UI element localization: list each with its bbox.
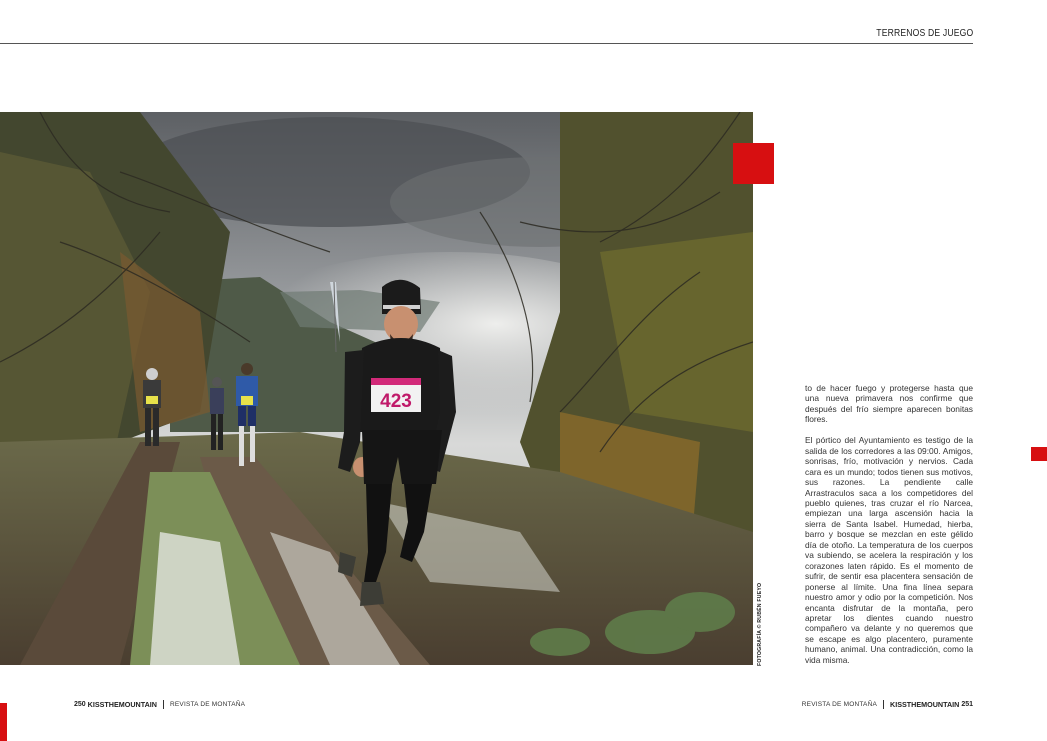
trail-running-photo — [0, 112, 753, 665]
magazine-name-right: REVISTA DE MONTAÑA — [801, 701, 878, 708]
article-paragraph: El pórtico del Ayuntamiento es testigo de la salida de los corredores a las 09:00. Amigos, sonrisas, frío, motivación y nervios. Cada cara es un mundo; todos tienen sus motivos, sus razones. La pendiente calle Arrastraculos saca a los competidores del pueblo quienes, tras cruzar el río Narcea, empiezan una larga ascensión hacia la sierra de Santa Isabel. Humedad, hierba, barro y bosque se mezclan en este gélido día de otoño. La temperatura de los cuerpos va subiendo, se acelera la respiración y los corazones laten rápido. Es el momento de sufrir, de sentir esa placentera sensación de ponerse al límite. Una fina línea separa nuestro amor y odio por la competición. Nos encanta disfrutar de la montaña, pero apretar los dientes cuando nuestro compañero va delante y no queremos que se escape es algo placentero, puramente humano, animal. Una contradicción, como la vida misma. — [805, 435, 973, 665]
brand-right: KISSTHEMOUNTAIN — [890, 700, 960, 709]
photo-credit: FOTOGRAFÍA © RUBÉN FUEYO — [757, 582, 763, 666]
page-number-right: 251 — [961, 701, 973, 708]
accent-square — [733, 143, 774, 184]
page-edge-tab — [1031, 447, 1047, 461]
brand-left: KISSTHEMOUNTAIN — [87, 700, 157, 709]
magazine-name-left: REVISTA DE MONTAÑA — [169, 701, 246, 708]
folio-right — [802, 700, 973, 709]
top-rule — [0, 43, 973, 44]
article-body — [805, 383, 973, 676]
section-title: TERRENOS DE JUEGO — [875, 27, 973, 39]
folio-left — [74, 700, 245, 709]
folio-separator — [883, 700, 884, 709]
article-paragraph: to de hacer fuego y protegerse hasta que una nueva primavera nos confirme que después del frío siempre aparecen bonitas flores. — [805, 383, 973, 425]
folio-separator — [163, 700, 164, 709]
page-number-left: 250 — [74, 701, 86, 708]
corner-tab — [0, 703, 7, 741]
bib-number: 423 — [380, 391, 412, 412]
